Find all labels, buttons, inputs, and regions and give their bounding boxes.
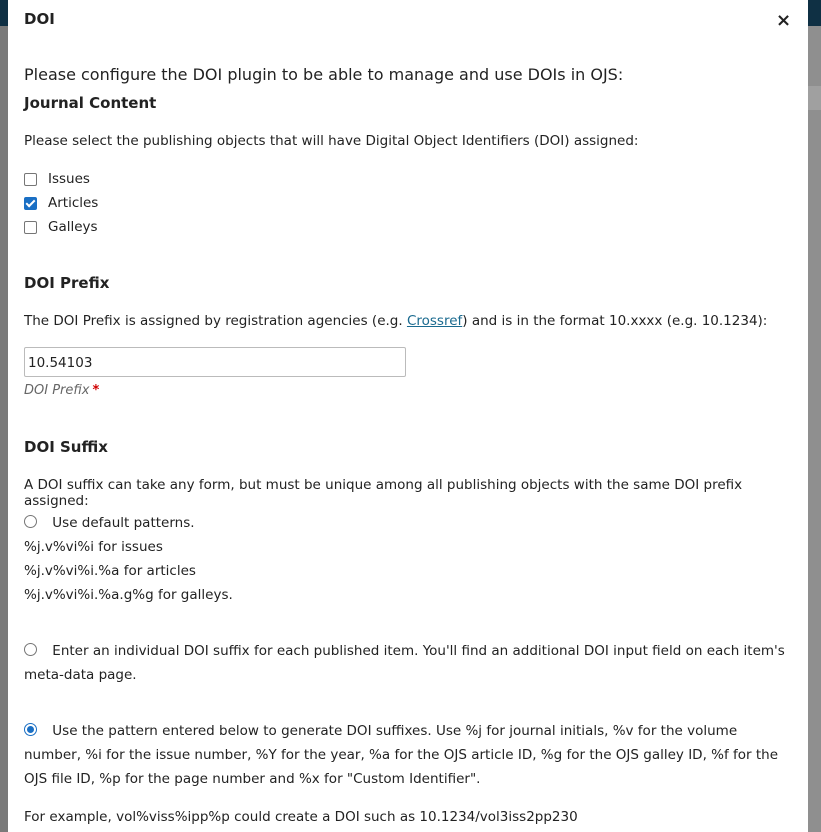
suffix-option-individual[interactable] xyxy=(24,639,796,687)
suffix-example-text: For example, vol%viss%ipp%p could create a DOI such as 10.1234/vol3iss2pp230 xyxy=(24,809,578,825)
pattern-line-articles: %j.v%vi%i.%a for articles xyxy=(24,563,196,579)
checkbox-option-articles[interactable] xyxy=(24,195,98,211)
pattern-line-galleys: %j.v%vi%i.%a.g%g for galleys. xyxy=(24,587,233,603)
issues-label: Issues xyxy=(48,171,90,187)
issues-checkbox[interactable] xyxy=(24,173,37,186)
doi-settings-modal xyxy=(8,0,808,832)
suffix-option-default[interactable] xyxy=(24,511,796,607)
close-icon[interactable]: × xyxy=(776,10,792,31)
prefix-description-end: ) and is in the format 10.xxxx (e.g. 10.1234): xyxy=(462,313,768,329)
custom-pattern-radio[interactable] xyxy=(24,723,37,736)
doi-suffix-description: A DOI suffix can take any form, but must be unique among all publishing objects with the same DOI prefix assigned: xyxy=(24,477,743,509)
page-background-right xyxy=(808,26,821,832)
doi-prefix-field-label xyxy=(24,383,99,398)
checkbox-option-galleys[interactable] xyxy=(24,219,98,235)
required-marker: * xyxy=(92,383,100,398)
galleys-checkbox[interactable] xyxy=(24,221,37,234)
intro-text: Please configure the DOI plugin to be able to manage and use DOIs in OJS: xyxy=(24,65,624,84)
crossref-link[interactable]: Crossref xyxy=(406,313,463,329)
journal-content-description: Please select the publishing objects that will have Digital Object Identifiers (DOI) assigned: xyxy=(24,133,639,149)
prefix-description-start: The DOI Prefix is assigned by registration agencies (e.g. xyxy=(24,313,407,329)
journal-content-heading: Journal Content xyxy=(24,94,157,112)
doi-prefix-description xyxy=(24,313,767,329)
articles-checkbox[interactable] xyxy=(24,197,37,210)
galleys-label: Galleys xyxy=(48,219,98,235)
pattern-line-issues: %j.v%vi%i for issues xyxy=(24,539,163,555)
suffix-option-pattern[interactable] xyxy=(24,719,796,791)
custom-pattern-label: Use the pattern entered below to generate DOI suffixes. Use %j for journal initials, %v for the volume number, %i for the issue number, %Y for the year, %a for the OJS article ID, %g for the OJS galley ID, %f for the OJS file ID, %p for the page number and %x for "Custom Identifier". xyxy=(24,723,779,787)
doi-suffix-heading: DOI Suffix xyxy=(24,438,108,456)
default-patterns-label: Use default patterns. xyxy=(52,515,195,531)
individual-suffix-radio[interactable] xyxy=(24,643,37,656)
doi-prefix-heading: DOI Prefix xyxy=(24,274,110,292)
articles-label: Articles xyxy=(48,195,99,211)
checkbox-option-issues[interactable] xyxy=(24,171,90,187)
individual-suffix-label: Enter an individual DOI suffix for each published item. You'll find an additional DOI input field on each item's meta-data page. xyxy=(24,643,785,683)
field-label-text: DOI Prefix xyxy=(24,383,90,398)
default-patterns-radio[interactable] xyxy=(24,515,37,528)
doi-prefix-input[interactable]: 10.54103 xyxy=(24,347,406,377)
modal-title: DOI xyxy=(24,10,55,28)
background-button-fragment xyxy=(808,86,821,110)
